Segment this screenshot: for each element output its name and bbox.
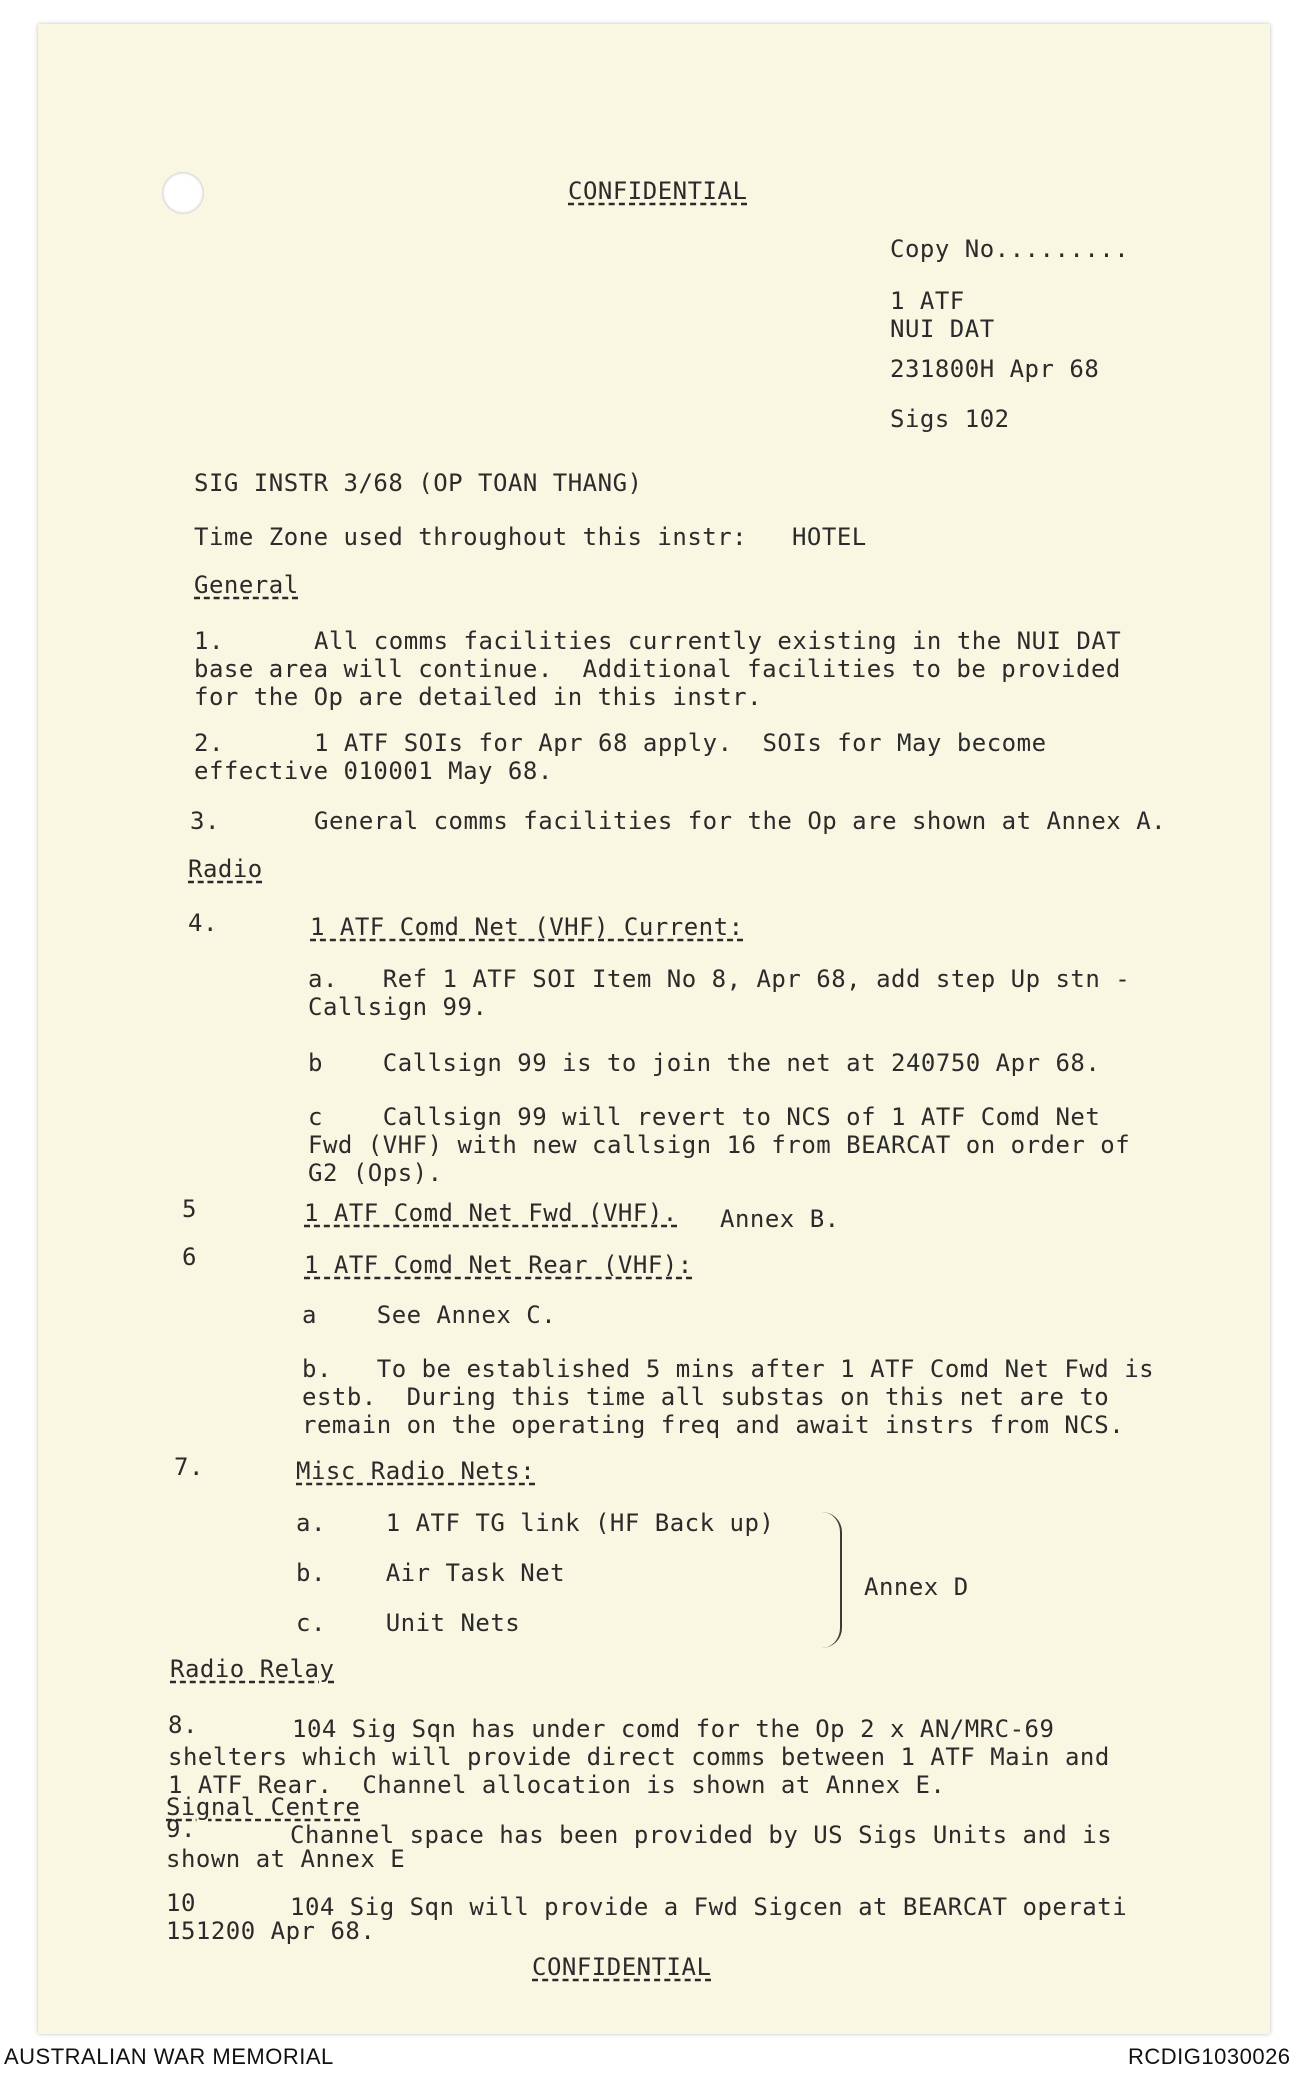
annex-reference: Annex D	[864, 1573, 969, 1601]
para-number: 2.	[194, 729, 224, 757]
para-number: 3.	[190, 807, 220, 835]
para-text: b Callsign 99 is to join the net at 240750 Apr 68.	[308, 1049, 1101, 1077]
para-heading: 1 ATF Comd Net Fwd (VHF).	[304, 1199, 678, 1227]
unit-name: 1 ATF	[890, 287, 965, 315]
para-text: a See Annex C.	[302, 1301, 557, 1329]
grouping-brace	[818, 1512, 842, 1648]
para-text: All comms facilities currently existing in the NUI DAT	[314, 627, 1122, 655]
document-title: SIG INSTR 3/68 (OP TOAN THANG)	[194, 469, 643, 497]
para-number: 9.	[166, 1815, 196, 1843]
classification-bottom: CONFIDENTIAL	[532, 1953, 712, 1981]
para-text: shelters which will provide direct comms between 1 ATF Main and	[168, 1743, 1110, 1771]
para-text: estb. During this time all substas on this net are to	[302, 1383, 1110, 1411]
para-number: 6	[182, 1243, 197, 1271]
section-heading-general: General	[194, 571, 299, 599]
sub-item: c. Unit Nets	[296, 1609, 521, 1637]
para-text: General comms facilities for the Op are shown at Annex A.	[314, 807, 1167, 835]
para-text: 151200 Apr 68.	[166, 1917, 376, 1945]
date-time-group: 231800H Apr 68	[890, 355, 1100, 383]
para-text: shown at Annex E	[166, 1845, 406, 1873]
para-number: 4.	[188, 909, 218, 937]
section-heading-signal-centre: Signal Centre	[166, 1793, 361, 1821]
classification-top: CONFIDENTIAL	[568, 177, 748, 205]
punch-hole	[162, 172, 204, 214]
archive-reference: RCDIG1030026	[1128, 2044, 1291, 2069]
para-text: effective 010001 May 68.	[194, 757, 553, 785]
para-text: Fwd (VHF) with new callsign 16 from BEARCAT on order of	[308, 1131, 1131, 1159]
time-zone-line: Time Zone used throughout this instr: HOTEL	[194, 523, 867, 551]
para-text: G2 (Ops).	[308, 1159, 443, 1187]
section-heading-radio: Radio	[188, 855, 263, 883]
para-number: 1.	[194, 627, 224, 655]
para-heading: 1 ATF Comd Net Rear (VHF):	[304, 1251, 693, 1279]
para-text: 104 Sig Sqn will provide a Fwd Sigcen at BEARCAT operati	[290, 1893, 1128, 1921]
para-text: remain on the operating freq and await instrs from NCS.	[302, 1411, 1125, 1439]
para-heading: 1 ATF Comd Net (VHF) Current:	[310, 913, 744, 941]
archive-credit: AUSTRALIAN WAR MEMORIAL	[4, 2044, 334, 2069]
para-number: 5	[182, 1195, 197, 1223]
para-text: 1 ATF SOIs for Apr 68 apply. SOIs for May become	[314, 729, 1047, 757]
para-heading: Misc Radio Nets:	[296, 1457, 536, 1485]
para-number: 8.	[168, 1711, 198, 1739]
para-number: 7.	[174, 1453, 204, 1481]
para-text: 104 Sig Sqn has under comd for the Op 2 x AN/MRC-69	[292, 1715, 1055, 1743]
para-text: for the Op are detailed in this instr.	[194, 683, 763, 711]
para-text: a. Ref 1 ATF SOI Item No 8, Apr 68, add step Up stn -	[308, 965, 1131, 993]
sub-item: b. Air Task Net	[296, 1559, 566, 1587]
para-number: 10	[166, 1889, 196, 1917]
unit-location: NUI DAT	[890, 315, 995, 343]
section-heading-radio-relay: Radio Relay	[170, 1655, 335, 1683]
para-text: base area will continue. Additional facilities to be provided	[194, 655, 1121, 683]
para-text: Callsign 99.	[308, 993, 488, 1021]
para-text: 1 ATF Rear. Channel allocation is shown at Annex E.	[168, 1771, 946, 1799]
para-text: b. To be established 5 mins after 1 ATF Comd Net Fwd is	[302, 1355, 1155, 1383]
file-reference: Sigs 102	[890, 405, 1010, 433]
annex-reference: Annex B.	[720, 1205, 840, 1233]
para-text: Channel space has been provided by US Sigs Units and is	[290, 1821, 1113, 1849]
para-text: c Callsign 99 will revert to NCS of 1 ATF Comd Net	[308, 1103, 1101, 1131]
copy-number: Copy No.........	[890, 235, 1130, 263]
sub-item: a. 1 ATF TG link (HF Back up)	[296, 1509, 775, 1537]
